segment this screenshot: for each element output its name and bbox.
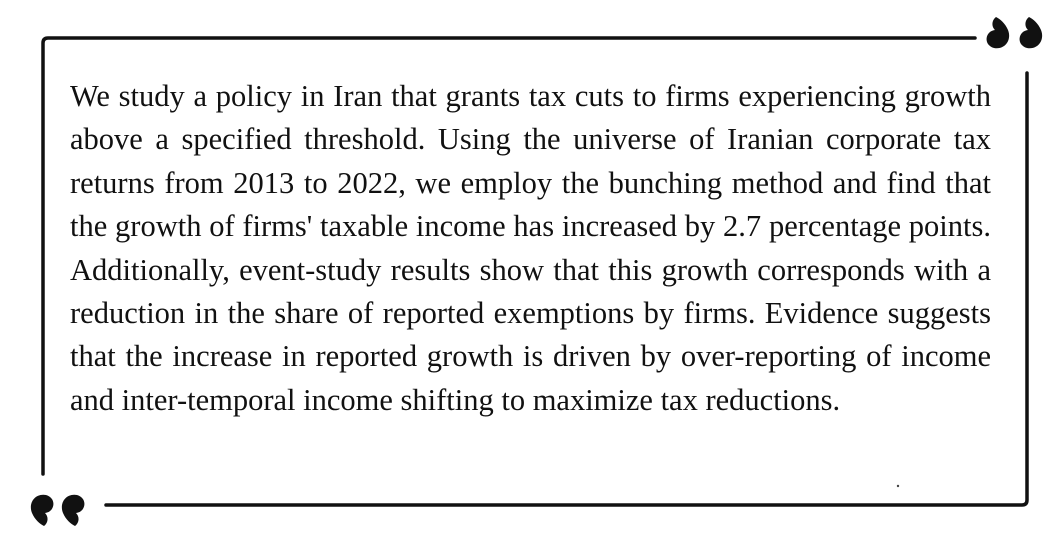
frame-speck (897, 485, 899, 487)
quote-text: We study a policy in Iran that grants tax cuts to firms experiencing growth above a specified threshold. Using the universe of Iranian corporate tax returns from 2013 to 2022, we employ the bunching method and find that the growth of firms' taxable income has increased by 2.7 percentage points. Additionally, event-study results show that this growth corresponds with a reduction in the share of reported exemptions by firms. Evidence suggests that the increase in reported growth is driven by over-reporting of income and inter-temporal income shifting to maximize tax reductions. (70, 79, 991, 417)
closing-quote-mark-icon (987, 17, 1043, 48)
opening-quote-mark-icon (31, 495, 85, 526)
